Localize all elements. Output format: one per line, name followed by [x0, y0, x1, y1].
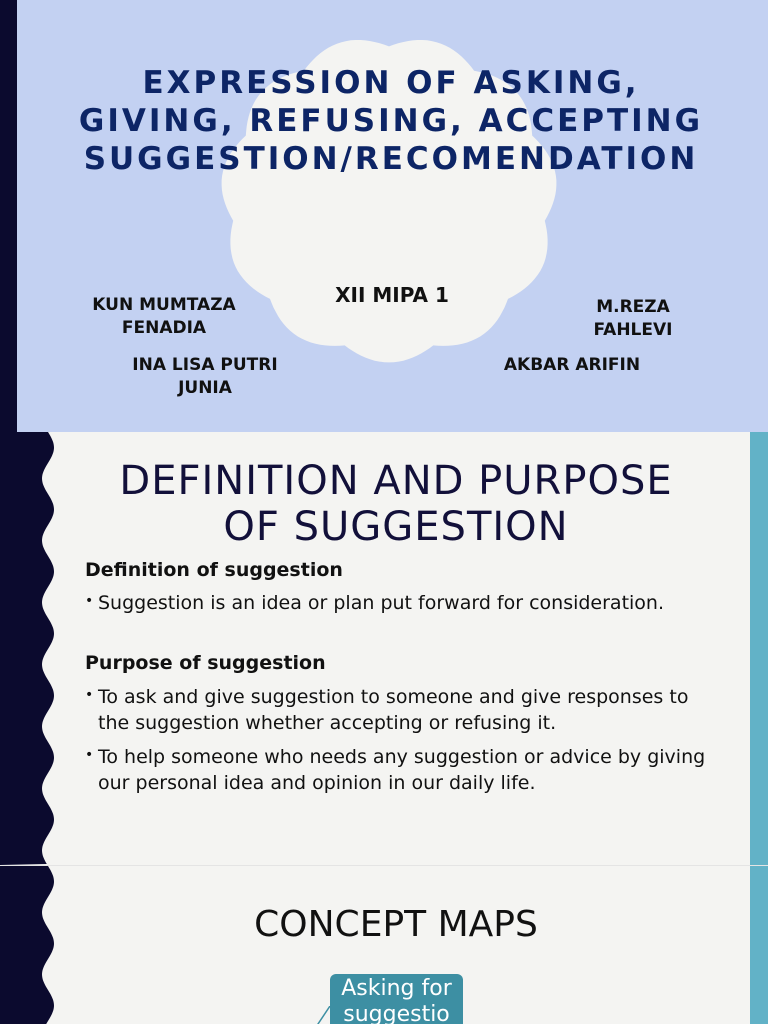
definition-slide	[0, 432, 768, 865]
name-line: M.REZA	[596, 297, 670, 317]
title-slide	[0, 0, 768, 432]
concept-map-slide	[0, 865, 768, 1024]
slide-title	[70, 458, 722, 550]
node-label-line: Asking for	[341, 976, 452, 1001]
right-accent-bar	[750, 866, 768, 1024]
title-line-1: EXPRESSION OF ASKING,	[142, 65, 640, 101]
purpose-bullet	[85, 684, 725, 736]
title-line-1: DEFINITION AND PURPOSE	[119, 458, 673, 504]
name-line: JUNIA	[178, 378, 232, 398]
author-name-bottom-left	[114, 354, 296, 400]
name-line: INA LISA PUTRI	[132, 355, 278, 375]
title-line-2: GIVING, REFUSING, ACCEPTING	[78, 103, 704, 139]
purpose-bullet	[85, 744, 725, 796]
bullet-dot: •	[85, 687, 94, 703]
node-label-line: suggestio	[343, 1002, 450, 1024]
bullet-text: To ask and give suggestion to someone and give responses to the suggestion whether accepting or refusing it.	[98, 686, 689, 734]
author-name-bottom-right	[482, 354, 662, 377]
definition-bullet	[85, 590, 725, 616]
class-label: XII MIPA 1	[335, 283, 449, 307]
bullet-text: Suggestion is an idea or plan put forward for consideration.	[98, 592, 665, 614]
name-line: KUN MUMTAZA	[92, 295, 236, 315]
left-wave-bar	[0, 866, 60, 1024]
left-wave-bar	[0, 432, 60, 865]
title-line-3: SUGGESTION/RECOMENDATION	[83, 141, 699, 177]
author-name-top-left	[74, 294, 254, 340]
purpose-heading: Purpose of suggestion	[85, 652, 326, 674]
bullet-text: To help someone who needs any suggestion or advice by giving our personal idea and opinion in our daily life.	[98, 746, 706, 794]
author-name-top-right	[563, 296, 703, 342]
definition-heading: Definition of suggestion	[85, 559, 343, 581]
bullet-dot: •	[85, 593, 94, 609]
concept-node-asking[interactable]	[330, 974, 463, 1024]
bullet-dot: •	[85, 747, 94, 763]
name-line: FENADIA	[121, 318, 207, 338]
title-line-2: OF SUGGESTION	[223, 504, 569, 550]
right-accent-bar	[750, 432, 768, 865]
slide-title	[30, 64, 752, 178]
slide-title: CONCEPT MAPS	[254, 904, 538, 945]
name-line: AKBAR ARIFIN	[503, 355, 641, 375]
name-line: FAHLEVI	[593, 320, 673, 340]
